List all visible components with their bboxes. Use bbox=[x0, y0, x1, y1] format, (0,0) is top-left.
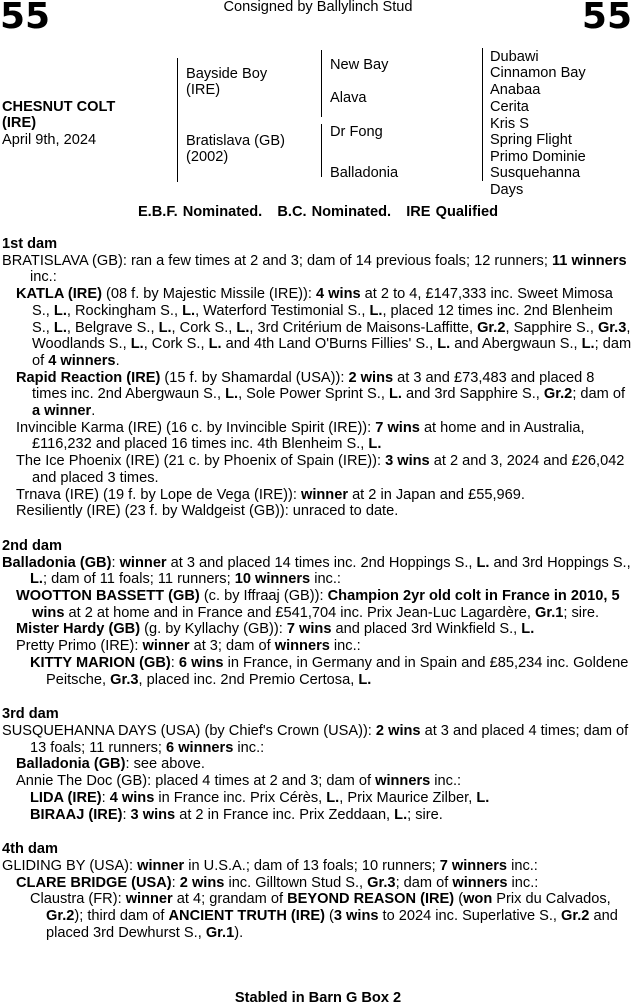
lot-number-right: 55 bbox=[581, 0, 632, 37]
bold-text: 2 wins bbox=[348, 369, 394, 386]
text: , Cork S., bbox=[171, 319, 237, 336]
ancestor-spring-flight: Spring Flight bbox=[490, 132, 572, 148]
progeny-entry bbox=[2, 503, 632, 520]
bold-text: L. bbox=[182, 302, 196, 319]
bold-text: L. bbox=[158, 319, 172, 336]
section-title: 3rd dam bbox=[2, 706, 59, 723]
section-title: 2nd dam bbox=[2, 537, 63, 554]
progeny-entry bbox=[2, 655, 632, 688]
dam-year: (2002) bbox=[186, 149, 229, 165]
ancestor-kris-s: Kris S bbox=[490, 116, 529, 132]
bold-text: Gr.3 bbox=[597, 319, 627, 336]
text: inc. Gilltown Stud S., bbox=[224, 874, 368, 891]
text: . bbox=[91, 403, 96, 420]
text: inc.: bbox=[329, 638, 361, 655]
text: , Sole Power Sprint S., bbox=[238, 386, 389, 403]
text: in France inc. Prix Cérès, bbox=[154, 789, 327, 806]
bold-text: Gr.3 bbox=[367, 874, 396, 891]
bold-text: Gr.1 bbox=[534, 604, 564, 621]
progeny-entry bbox=[2, 370, 632, 420]
text: and placed 3rd Dewhurst S., bbox=[46, 908, 618, 941]
progeny-entry bbox=[2, 807, 632, 824]
consignor: Consigned by Ballylinch Stud bbox=[223, 0, 413, 15]
bold-text: BEYOND REASON (IRE) bbox=[287, 891, 455, 908]
progeny-entry bbox=[2, 891, 632, 941]
bold-text: L. bbox=[358, 671, 372, 688]
section-title: 1st dam bbox=[2, 236, 58, 252]
nominations: E.B.F. Nominated. B.C. Nominated. IRE Qualified bbox=[137, 204, 499, 220]
text: Trnava (IRE) (19 f. by Lope de Vega (IRE)): bbox=[16, 486, 301, 503]
bold-text: 3 wins bbox=[333, 908, 379, 925]
text: : bbox=[111, 554, 120, 571]
progeny-entry bbox=[2, 858, 632, 875]
progeny-entry bbox=[2, 756, 632, 773]
text: SUSQUEHANNA DAYS (USA) (by Chief's Crown (USA)): bbox=[2, 722, 376, 739]
text: ( bbox=[324, 908, 334, 925]
bold-text: Gr.2 bbox=[477, 319, 506, 336]
bold-text: L. bbox=[130, 336, 144, 353]
dam-dam: Balladonia bbox=[330, 165, 399, 181]
text: at home and in Australia, £116,232 and placed 16 times inc. 4th Blenheim S., bbox=[32, 419, 585, 453]
bold-text: winners bbox=[274, 638, 330, 655]
pedigree-divider-7 bbox=[482, 151, 483, 181]
text: , Woodlands S., bbox=[32, 319, 631, 353]
text: ); third dam of bbox=[74, 908, 169, 925]
text: , Rockingham S., bbox=[66, 302, 183, 319]
text: and 3rd Sapphire S., bbox=[401, 386, 544, 403]
pedigree-divider-3 bbox=[321, 124, 322, 177]
text: , Waterford Testimonial S., bbox=[195, 302, 370, 319]
bold-text: L. bbox=[521, 621, 535, 638]
text: ; dam of 11 foals; 11 runners; bbox=[42, 571, 235, 588]
bold-text: winner bbox=[300, 486, 349, 503]
text: , Prix Maurice Zilber, bbox=[339, 789, 477, 806]
text: at 4; grandam of bbox=[172, 891, 288, 908]
bold-text: Balladonia (GB) bbox=[16, 756, 126, 773]
text: , Belgrave S., bbox=[66, 319, 159, 336]
bold-text: L. bbox=[53, 319, 67, 336]
text: in U.S.A.; dam of 13 foals; 10 runners; bbox=[184, 857, 440, 874]
text: at 2 and 3, 2024 and £26,042 and placed 3 times. bbox=[32, 453, 625, 486]
dam-sire: Dr Fong bbox=[330, 124, 383, 140]
bold-text: CLARE BRIDGE (USA) bbox=[16, 874, 172, 891]
bold-text: L. bbox=[225, 386, 239, 403]
dam: Bratislava (GB) bbox=[186, 133, 285, 149]
bold-text: 11 winners bbox=[551, 252, 627, 269]
text: Annie The Doc (GB): placed 4 times at 2 and 3; dam of bbox=[16, 773, 376, 790]
bold-text: WOOTTON BASSETT (GB) bbox=[16, 588, 200, 605]
ancestor-days: Days bbox=[490, 182, 524, 198]
bold-text: winner bbox=[137, 857, 185, 874]
foaling-date: April 9th, 2024 bbox=[2, 132, 97, 148]
text: : bbox=[122, 806, 131, 823]
ancestor-anabaa: Anabaa bbox=[490, 82, 541, 98]
text: and Abergwaun S., bbox=[450, 336, 582, 353]
progeny-entry bbox=[2, 773, 632, 790]
bold-text: Gr.1 bbox=[205, 924, 235, 941]
bold-text: ANCIENT TRUTH (IRE) bbox=[168, 908, 325, 925]
bold-text: 4 wins bbox=[109, 789, 155, 806]
bold-text: 2 wins bbox=[375, 722, 421, 739]
text: (08 f. by Majestic Missile (IRE)): bbox=[101, 286, 317, 303]
sire-sire: New Bay bbox=[330, 57, 389, 73]
bold-text: Gr.2 bbox=[543, 386, 573, 403]
bold-text: Balladonia (GB) bbox=[2, 554, 112, 571]
text: ( bbox=[454, 891, 464, 908]
text: ; sire. bbox=[563, 604, 600, 621]
bold-text: KATLA (IRE) bbox=[16, 286, 102, 303]
text: to 2024 inc. Superlative S., bbox=[378, 908, 562, 925]
bold-text: Gr.2 bbox=[561, 908, 590, 925]
text: ; dam of bbox=[395, 874, 453, 891]
bold-text: L. bbox=[53, 302, 67, 319]
section-title: 4th dam bbox=[2, 841, 58, 858]
bold-text: L. bbox=[368, 436, 382, 453]
text: and 4th Land O'Burns Fillies' S., bbox=[221, 336, 438, 353]
text: at 2 in Japan and £55,969. bbox=[348, 486, 525, 503]
sire-country: (IRE) bbox=[186, 82, 221, 98]
bold-text: winners bbox=[375, 773, 431, 790]
bold-text: winners bbox=[452, 874, 508, 891]
progeny-entry bbox=[2, 723, 632, 756]
bold-text: winner bbox=[119, 554, 167, 571]
progeny-entry bbox=[2, 638, 632, 655]
ancestor-primo-dominie: Primo Dominie bbox=[490, 149, 586, 165]
bold-text: winner bbox=[142, 638, 190, 655]
text: at 3 and placed 14 times inc. 2nd Hoppings S., bbox=[166, 554, 477, 571]
text: , 3rd Critérium de Maisons-Laffitte, bbox=[249, 319, 478, 336]
bold-text: BIRAAJ (IRE) bbox=[30, 806, 123, 823]
text: Pretty Primo (IRE): bbox=[16, 638, 143, 655]
bold-text: L. bbox=[476, 554, 490, 571]
text: The Ice Phoenix (IRE) (21 c. by Phoenix of Spain (IRE)): bbox=[16, 453, 386, 470]
progeny-entry bbox=[2, 487, 632, 504]
bold-text: Gr.3 bbox=[110, 671, 139, 688]
lot-number-left: 55 bbox=[0, 0, 51, 37]
text: in France, in Germany and in Spain and £85,234 inc. Goldene Peitsche, bbox=[46, 654, 629, 688]
progeny-entry bbox=[2, 420, 632, 453]
text: inc.: bbox=[507, 874, 539, 891]
pedigree-divider-5 bbox=[482, 83, 483, 117]
bold-text: Mister Hardy (GB) bbox=[16, 621, 141, 638]
bold-text: LIDA (IRE) bbox=[30, 789, 102, 806]
text: , Cork S., bbox=[143, 336, 209, 353]
text: (g. by Kyllachy (GB)): bbox=[140, 621, 287, 638]
progeny-entry bbox=[2, 453, 632, 486]
section-gap bbox=[2, 520, 632, 538]
progeny-entry bbox=[2, 790, 632, 807]
text: Resiliently (IRE) (23 f. by Waldgeist (GB)): unraced to date. bbox=[16, 503, 399, 520]
text: , placed 12 times inc. 2nd Blenheim S., bbox=[32, 302, 613, 336]
bold-text: Rapid Reaction (IRE) bbox=[16, 369, 161, 386]
catalogue-body bbox=[2, 236, 632, 941]
bold-text: Gr.2 bbox=[46, 908, 75, 925]
text: ; sire. bbox=[407, 806, 443, 823]
progeny-entry bbox=[2, 286, 632, 370]
progeny-entry bbox=[2, 875, 632, 892]
text: and 3rd Hoppings S., bbox=[489, 554, 631, 571]
text: at 3; dam of bbox=[189, 638, 275, 655]
text: inc.: bbox=[507, 857, 538, 874]
bold-text: L. bbox=[581, 336, 595, 353]
text: ). bbox=[234, 924, 244, 941]
bold-text: 2 wins bbox=[179, 874, 225, 891]
text: GLIDING BY (USA): bbox=[2, 857, 138, 874]
text: , placed inc. 2nd Premio Certosa, bbox=[138, 671, 359, 688]
text: . bbox=[115, 352, 120, 369]
text: inc.: bbox=[233, 739, 265, 756]
bold-text: a winner bbox=[32, 403, 92, 420]
bold-text: L. bbox=[394, 806, 408, 823]
bold-text: won bbox=[463, 891, 493, 908]
text: at 2 at home and in France and £541,704 inc. Prix Jean-Luc Lagardère, bbox=[64, 604, 535, 621]
bold-text: L. bbox=[30, 571, 43, 588]
pedigree-divider-6 bbox=[482, 117, 483, 151]
ancestor-cinnamon-bay: Cinnamon Bay bbox=[490, 65, 586, 81]
text: : see above. bbox=[125, 756, 205, 773]
section-gap bbox=[2, 688, 632, 706]
text: : bbox=[101, 789, 110, 806]
ancestor-dubawi: Dubawi bbox=[490, 49, 539, 65]
text: ; dam of bbox=[572, 386, 626, 403]
text: and placed 3rd Winkfield S., bbox=[331, 621, 522, 638]
bold-text: Champion 2yr old colt in France in 2010, 5 wins bbox=[32, 588, 620, 621]
bold-text: 6 wins bbox=[178, 654, 224, 671]
ancestor-susquehanna: Susquehanna bbox=[490, 165, 581, 181]
text: at 2 to 4, £147,333 inc. Sweet Mimosa S., bbox=[32, 286, 613, 319]
text: at 2 in France inc. Prix Zeddaan, bbox=[175, 806, 395, 823]
text: Claustra (FR): bbox=[30, 891, 126, 908]
bold-text: L. bbox=[326, 789, 340, 806]
horse-name-line2: (IRE) bbox=[2, 115, 37, 131]
text: Invincible Karma (IRE) (16 c. by Invincible Spirit (IRE)): bbox=[16, 419, 376, 436]
sire: Bayside Boy bbox=[186, 66, 268, 82]
bold-text: L. bbox=[369, 302, 383, 319]
text: (15 f. by Shamardal (USA)): bbox=[160, 369, 349, 386]
bold-text: 6 winners bbox=[166, 739, 234, 756]
text: (c. by Iffraaj (GB)): bbox=[199, 588, 328, 605]
text: at 3 and placed 4 times; dam of 13 foals; 11 runners; bbox=[30, 722, 629, 756]
sire-dam: Alava bbox=[330, 90, 367, 106]
stabling-info: Stabled in Barn G Box 2 bbox=[234, 990, 402, 1006]
bold-text: L. bbox=[236, 319, 250, 336]
text: : bbox=[170, 654, 179, 671]
text: at 3 and £73,483 and placed 8 times inc. 2nd Abergwaun S., bbox=[32, 369, 595, 403]
pedigree-divider-2 bbox=[321, 50, 322, 117]
progeny-entry bbox=[2, 253, 632, 286]
bold-text: L. bbox=[437, 336, 451, 353]
text: inc.: bbox=[430, 773, 462, 790]
bold-text: 4 winners bbox=[48, 352, 116, 369]
text: inc.: bbox=[310, 571, 341, 588]
bold-text: L. bbox=[388, 386, 402, 403]
bold-text: 7 wins bbox=[286, 621, 332, 638]
text: inc.: bbox=[30, 269, 57, 286]
horse-name-line1: CHESNUT COLT bbox=[2, 99, 116, 115]
bold-text: winner bbox=[125, 891, 173, 908]
progeny-entry bbox=[2, 621, 632, 638]
text: Prix du Calvados, bbox=[492, 891, 611, 908]
bold-text: 3 wins bbox=[130, 806, 176, 823]
bold-text: KITTY MARION (GB) bbox=[30, 654, 171, 671]
bold-text: L. bbox=[476, 789, 490, 806]
bold-text: L. bbox=[208, 336, 222, 353]
bold-text: 4 wins bbox=[316, 286, 361, 303]
bold-text: 7 wins bbox=[375, 419, 420, 436]
text: , Sapphire S., bbox=[505, 319, 598, 336]
bold-text: 10 winners bbox=[234, 571, 311, 588]
ancestor-cerita: Cerita bbox=[490, 99, 529, 115]
progeny-entry bbox=[2, 555, 632, 588]
text: ; dam of bbox=[32, 336, 632, 369]
pedigree-divider-4 bbox=[482, 48, 483, 83]
text: BRATISLAVA (GB): ran a few times at 2 and 3; dam of 14 previous foals; 12 runners; bbox=[2, 252, 552, 269]
pedigree-divider-1 bbox=[177, 58, 178, 182]
bold-text: 3 wins bbox=[385, 453, 430, 470]
progeny-entry bbox=[2, 588, 632, 621]
section-gap bbox=[2, 823, 632, 841]
text: : bbox=[171, 874, 180, 891]
bold-text: 7 winners bbox=[439, 857, 508, 874]
